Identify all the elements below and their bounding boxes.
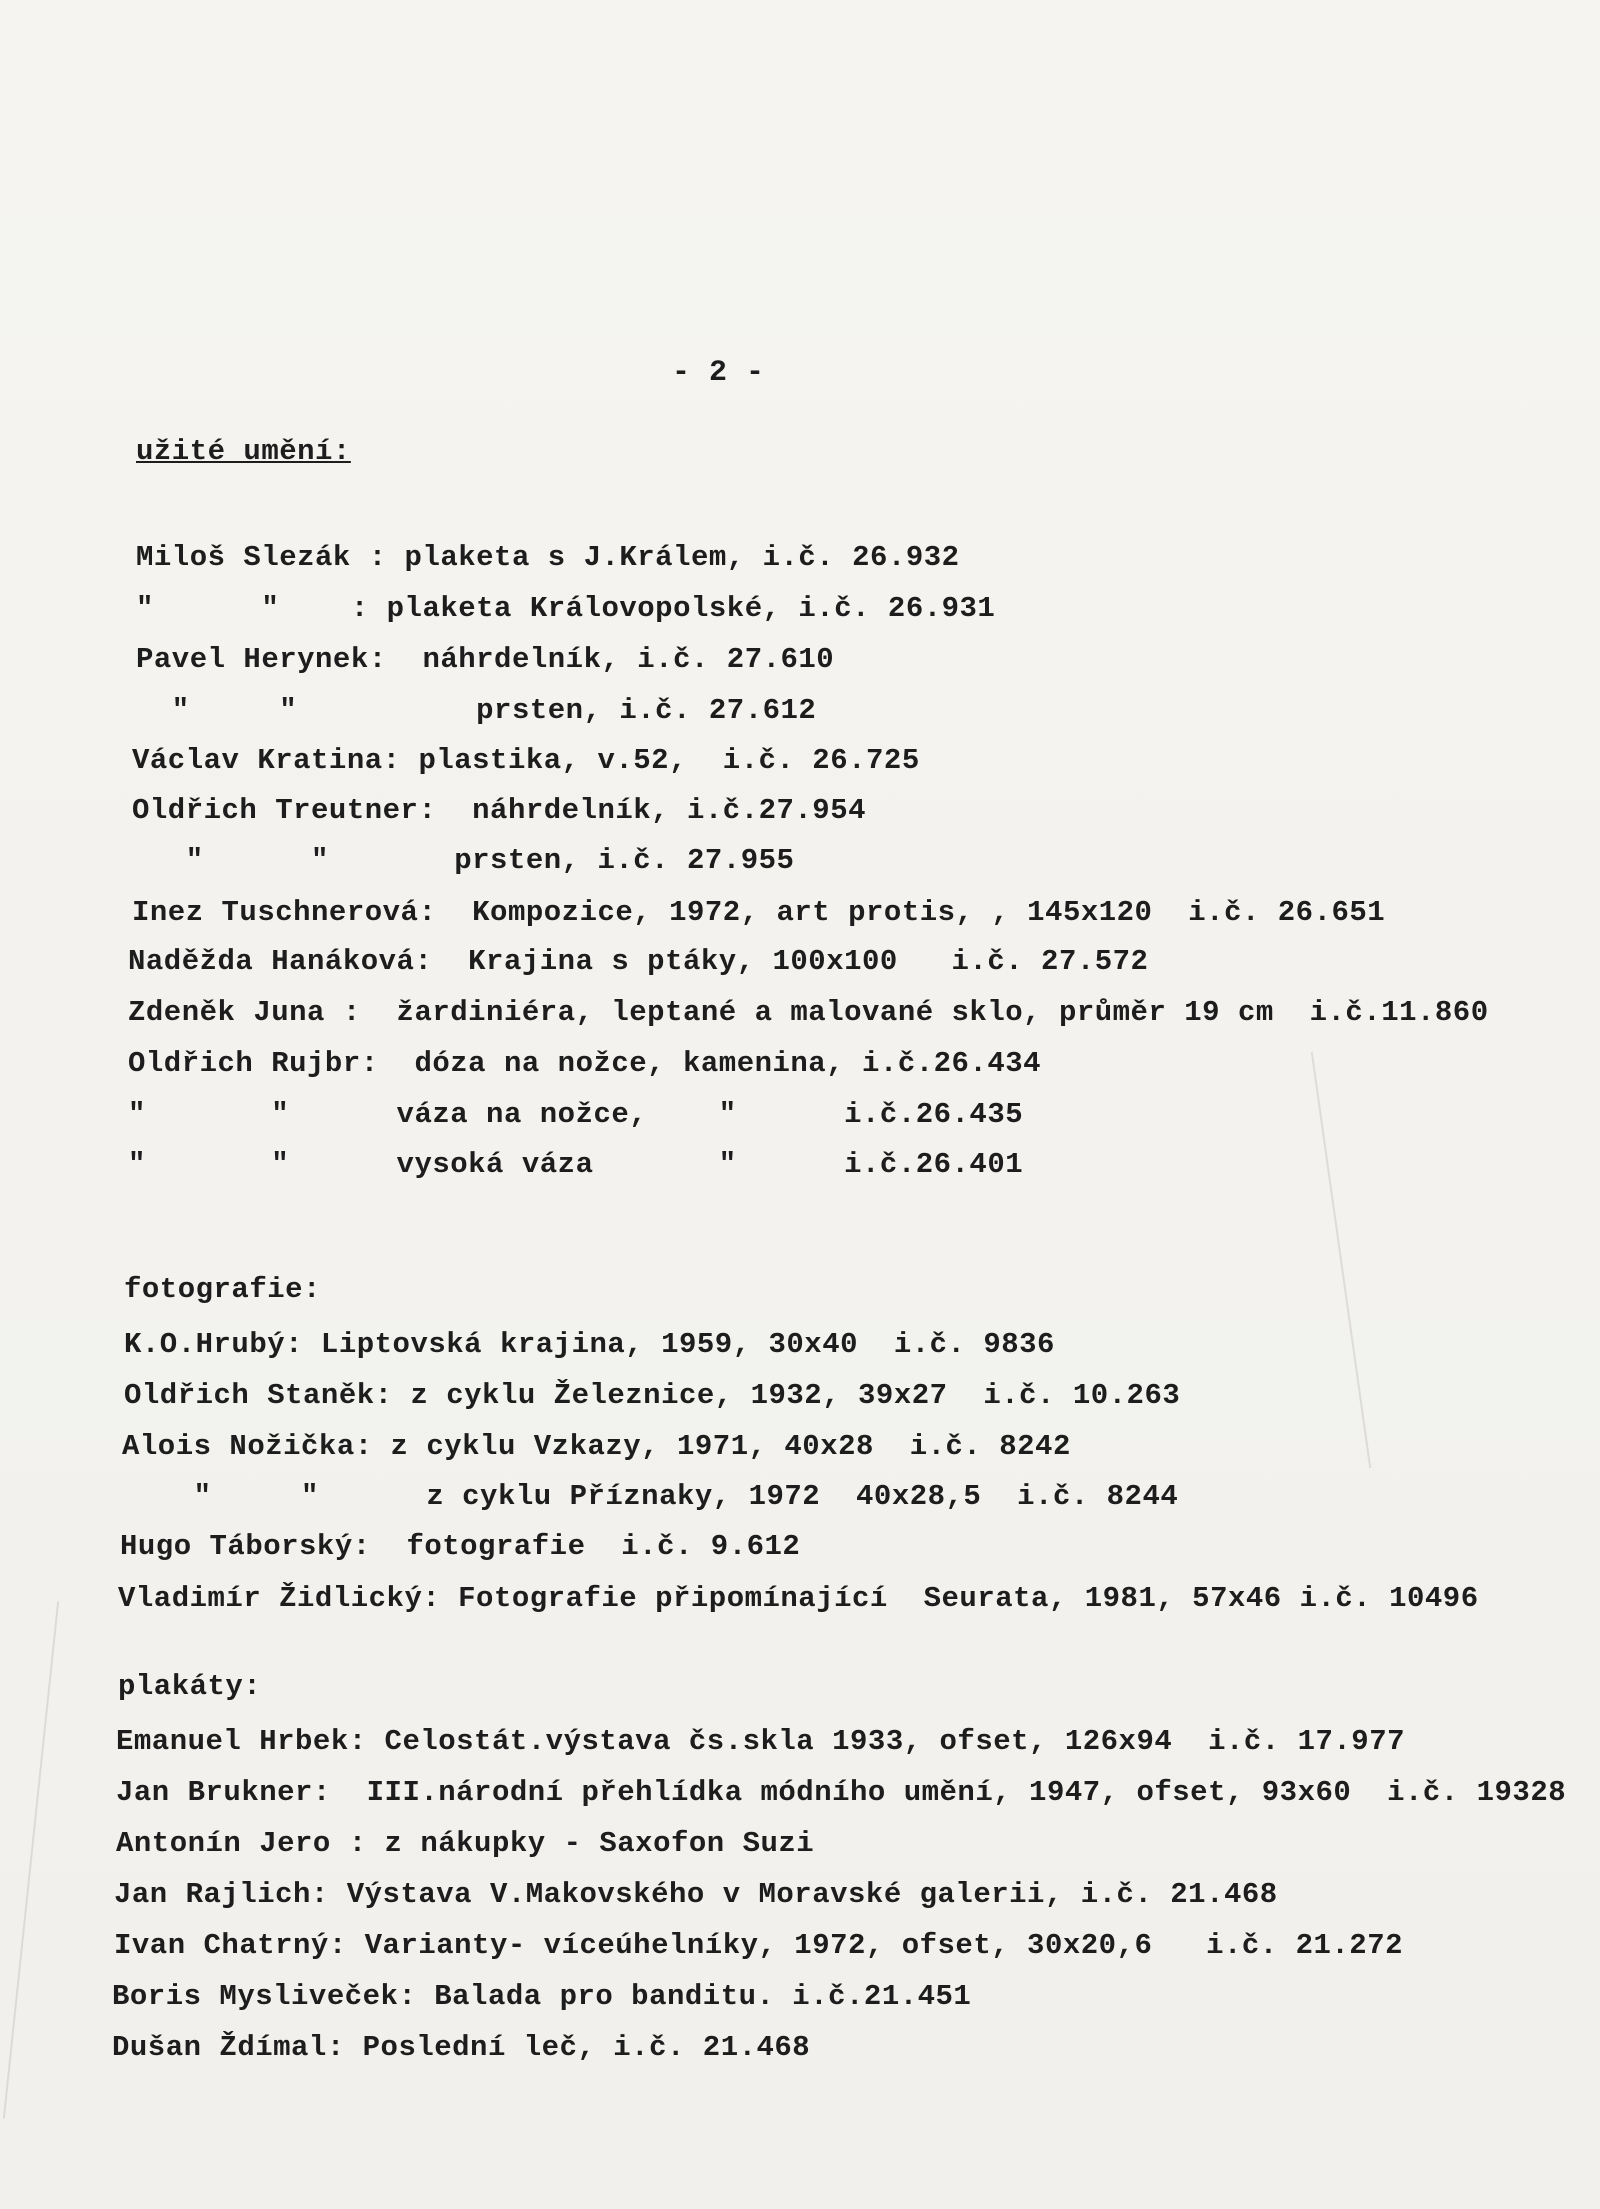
section-heading-fotografie: fotografie: — [124, 1273, 321, 1306]
entry-line: Antonín Jero : z nákupky - Saxofon Suzi — [116, 1827, 815, 1860]
section-heading-uzite-umeni: užité umění: — [136, 435, 351, 468]
entry-line: Hugo Táborský: fotografie i.č. 9.612 — [120, 1530, 801, 1563]
entry-line: Oldřich Rujbr: dóza na nožce, kamenina, i.č.26.434 — [128, 1047, 1042, 1080]
entry-line: " " : plaketa Královopolské, i.č. 26.931 — [136, 592, 996, 625]
entry-line: Oldřich Treutner: náhrdelník, i.č.27.954 — [132, 794, 867, 827]
entry-line: Inez Tuschnerová: Kompozice, 1972, art protis, , 145x120 i.č. 26.651 — [132, 896, 1386, 929]
section-heading-plakaty: plakáty: — [118, 1670, 262, 1703]
entry-line: Alois Nožička: z cyklu Vzkazy, 1971, 40x28 i.č. 8242 — [122, 1430, 1071, 1463]
entry-line: Vladimír Židlický: Fotografie připomínající Seurata, 1981, 57x46 i.č. 10496 — [118, 1582, 1479, 1615]
entry-line: Ivan Chatrný: Varianty- víceúhelníky, 1972, ofset, 30x20,6 i.č. 21.272 — [114, 1929, 1404, 1962]
entry-line: " " váza na nožce, " i.č.26.435 — [128, 1098, 1024, 1131]
entry-line: Jan Rajlich: Výstava V.Makovského v Moravské galerii, i.č. 21.468 — [114, 1878, 1278, 1911]
entry-line: " " prsten, i.č. 27.612 — [136, 694, 817, 727]
entry-line: Zdeněk Juna : žardiniéra, leptané a malované sklo, průměr 19 cm i.č.11.860 — [128, 996, 1489, 1029]
entry-line: Dušan Ždímal: Poslední leč, i.č. 21.468 — [112, 2031, 811, 2064]
entry-line: " " vysoká váza " i.č.26.401 — [128, 1148, 1024, 1181]
entry-line: Boris Mysliveček: Balada pro banditu. i.č.21.451 — [112, 1980, 972, 2013]
paper-fold-mark — [1311, 1052, 1371, 1468]
entry-line: Naděžda Hanáková: Krajina s ptáky, 100x100 i.č. 27.572 — [128, 945, 1149, 978]
entry-line: " " z cyklu Příznaky, 1972 40x28,5 i.č. 8244 — [122, 1480, 1179, 1513]
entry-line: K.O.Hrubý: Liptovská krajina, 1959, 30x40 i.č. 9836 — [124, 1328, 1055, 1361]
entry-line: Oldřich Staněk: z cyklu Železnice, 1932, 39x27 i.č. 10.263 — [124, 1379, 1181, 1412]
entry-line: Pavel Herynek: náhrdelník, i.č. 27.610 — [136, 643, 835, 676]
entry-line: Emanuel Hrbek: Celostát.výstava čs.skla 1933, ofset, 126x94 i.č. 17.977 — [116, 1725, 1406, 1758]
page-number: - 2 - — [672, 356, 765, 390]
paper-fold-mark — [3, 1601, 59, 2118]
entry-line: Jan Brukner: III.národní přehlídka módního umění, 1947, ofset, 93x60 i.č. 19328 — [116, 1776, 1567, 1809]
entry-line: Václav Kratina: plastika, v.52, i.č. 26.725 — [132, 744, 920, 777]
entry-line: Miloš Slezák : plaketa s J.Králem, i.č. 26.932 — [136, 541, 960, 574]
entry-line: " " prsten, i.č. 27.955 — [132, 844, 795, 877]
